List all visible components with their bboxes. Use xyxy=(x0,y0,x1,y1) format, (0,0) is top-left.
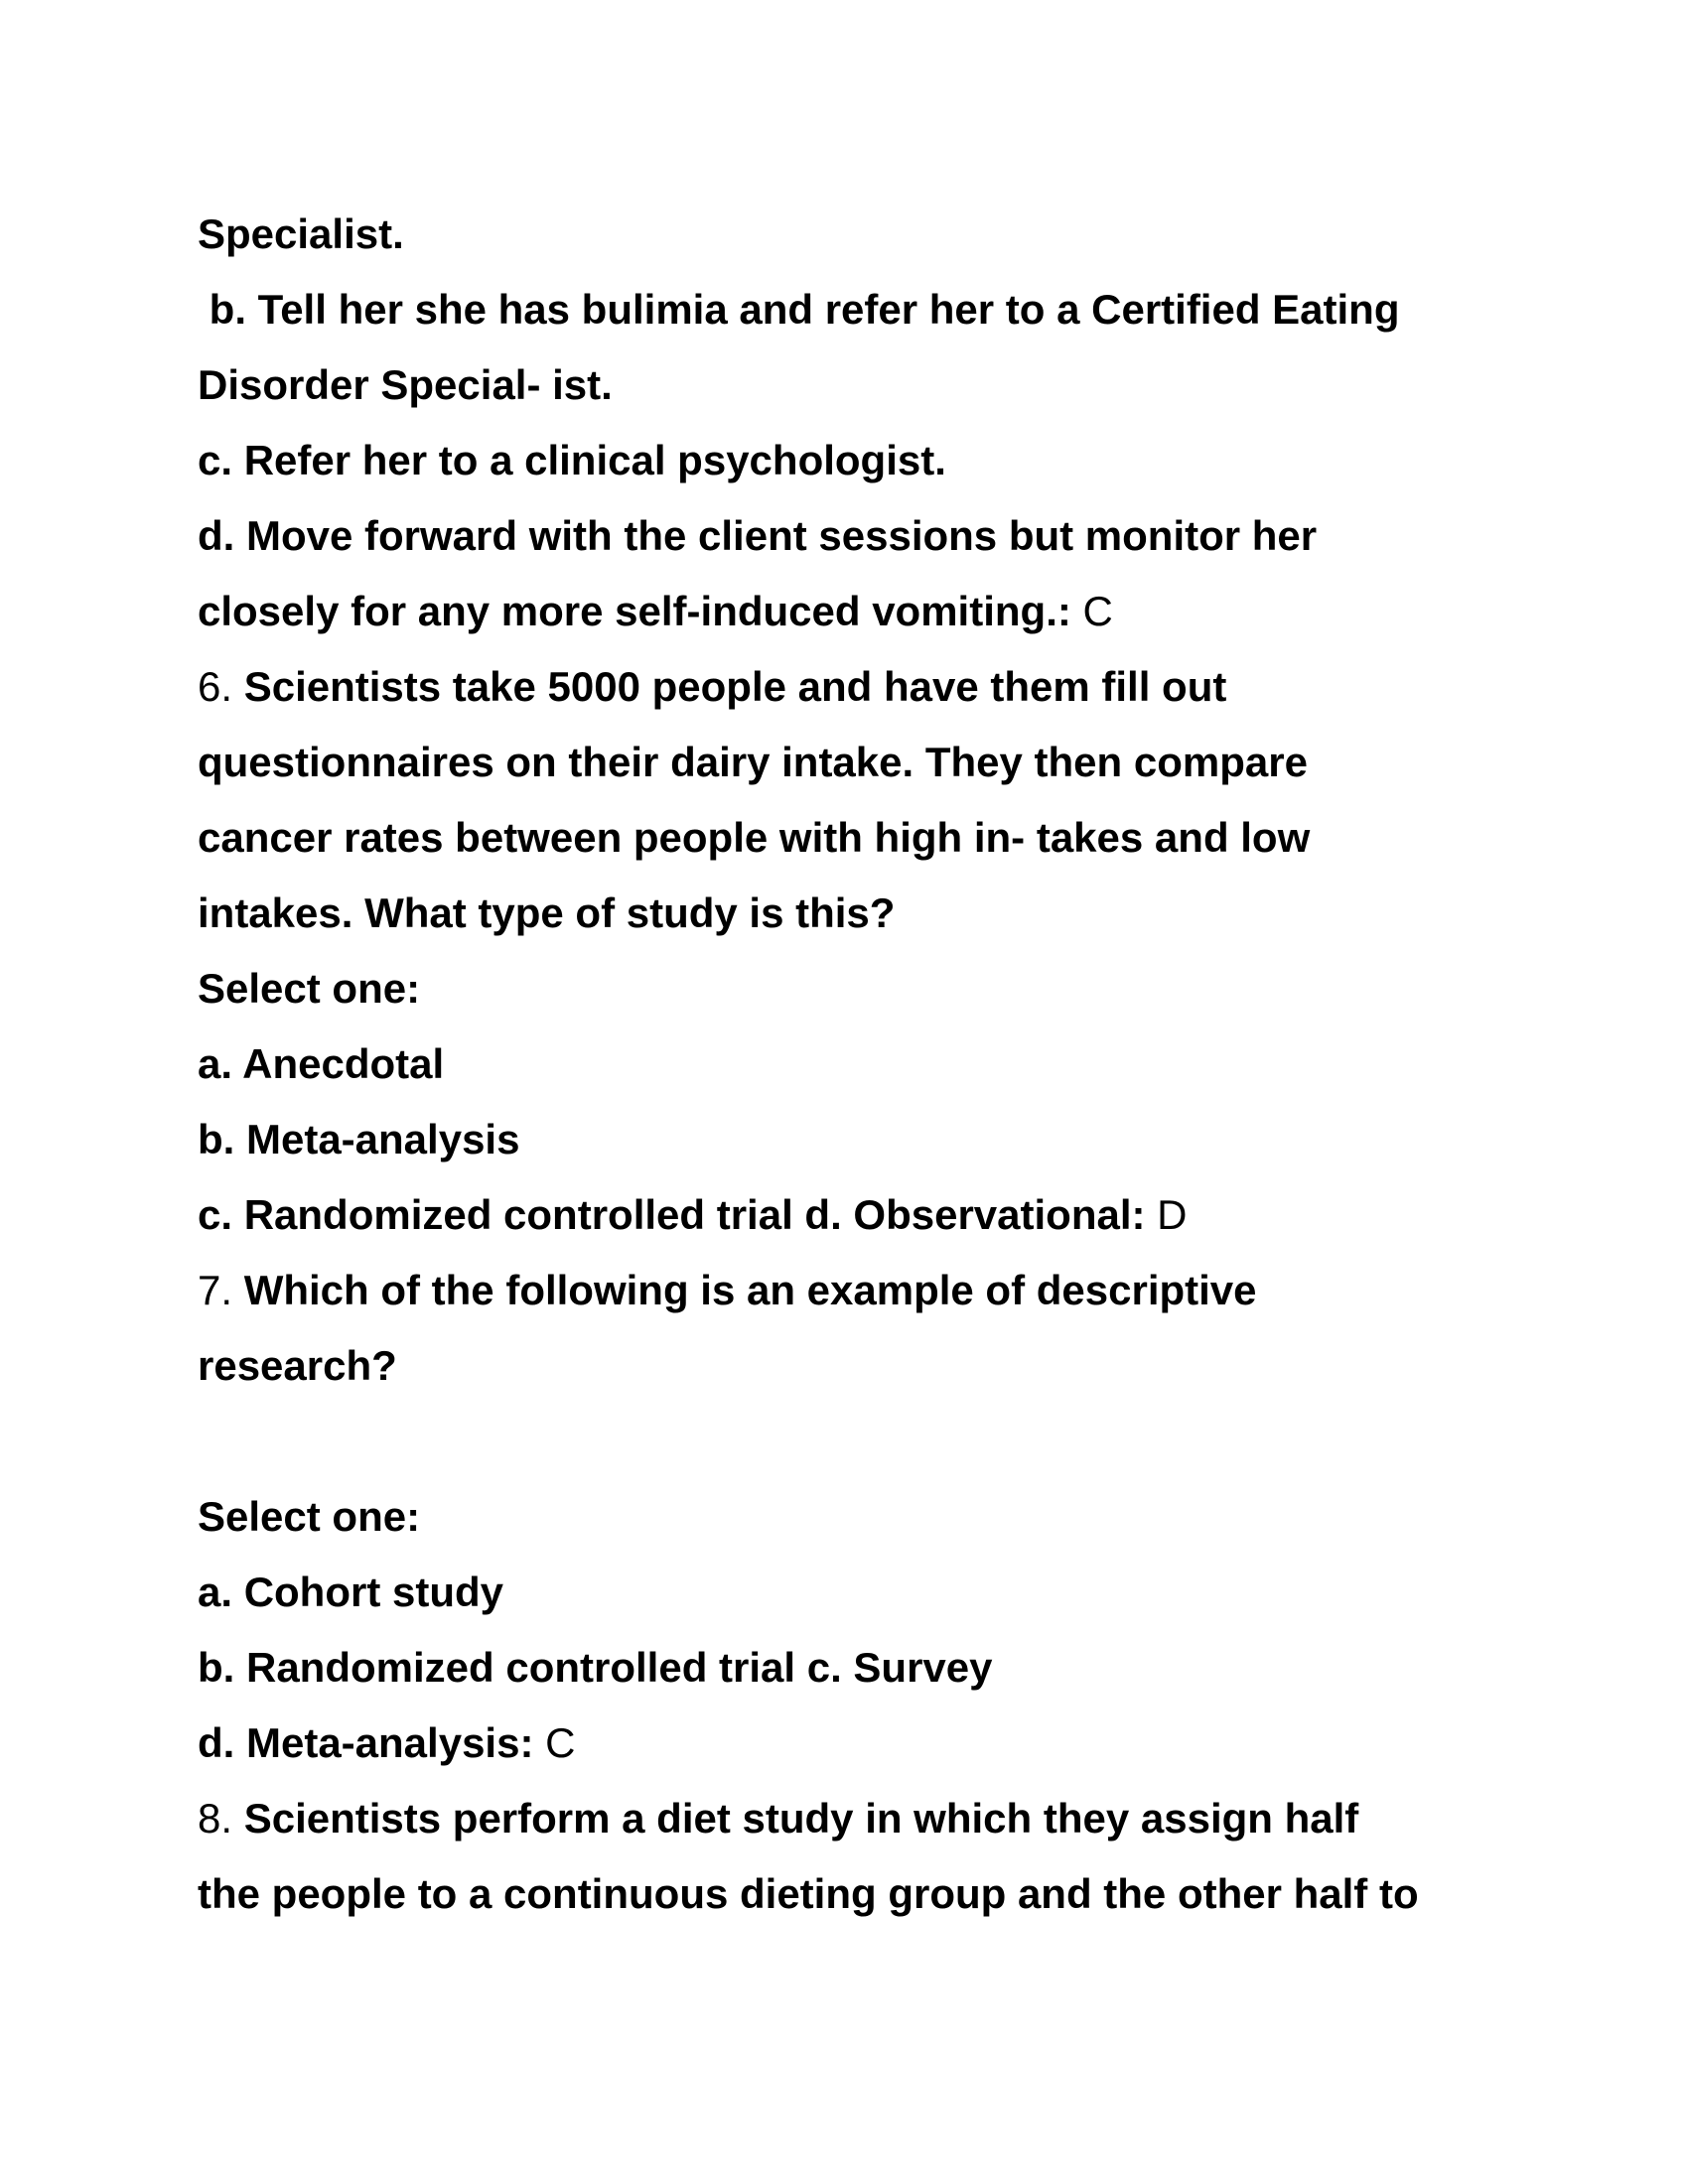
line-bold-text: b. Randomized controlled trial c. Survey xyxy=(198,1644,993,1691)
line-bold-text: Select one: xyxy=(198,965,421,1012)
line-bold-text: Scientists perform a diet study in which they assign half xyxy=(232,1795,1359,1842)
line-bold-text: b. Tell her she has bulimia and refer her to a Certified Eating xyxy=(198,286,1400,333)
blank-line xyxy=(198,1404,1588,1479)
text-line xyxy=(198,498,1588,574)
line-bold-text: Specialist. xyxy=(198,210,404,257)
line-bold-text: Scientists take 5000 people and have them fill out xyxy=(232,663,1227,710)
text-line xyxy=(198,1328,1588,1404)
text-line xyxy=(198,1102,1588,1177)
answer-text: C xyxy=(1070,588,1113,634)
line-bold-text: a. Cohort study xyxy=(198,1569,504,1615)
line-bold-text: d. Move forward with the client sessions but monitor her xyxy=(198,512,1318,559)
line-bold-text: Select one: xyxy=(198,1493,421,1540)
line-bold-text: closely for any more self-induced vomiting.: xyxy=(198,588,1071,634)
text-line xyxy=(198,951,1588,1026)
text-line xyxy=(198,197,1588,272)
line-bold-text: a. Anecdotal xyxy=(198,1040,445,1087)
line-bold-text: questionnaires on their dairy intake. They then compare xyxy=(198,739,1308,785)
line-bold-text: the people to a continuous dieting group and the other half to xyxy=(198,1870,1419,1917)
question-line xyxy=(198,649,1588,725)
text-line xyxy=(198,574,1588,649)
line-bold-text: Which of the following is an example of descriptive xyxy=(232,1267,1257,1313)
line-bold-text: intakes. What type of study is this? xyxy=(198,889,896,936)
text-line xyxy=(198,1856,1588,1932)
text-line xyxy=(198,1630,1588,1706)
text-line xyxy=(198,1026,1588,1102)
answer-text: C xyxy=(533,1719,576,1766)
line-bold-text: c. Refer her to a clinical psychologist. xyxy=(198,437,946,483)
question-number: 8. xyxy=(198,1795,233,1842)
line-bold-text: c. Randomized controlled trial d. Observational: xyxy=(198,1191,1146,1238)
line-bold-text: Disorder Special- ist. xyxy=(198,361,613,408)
line-bold-text: cancer rates between people with high in- takes and low xyxy=(198,814,1311,861)
line-bold-text: d. Meta-analysis: xyxy=(198,1719,534,1766)
text-line xyxy=(198,876,1588,951)
question-number: 6. xyxy=(198,663,233,710)
text-line xyxy=(198,1479,1588,1555)
text-line xyxy=(198,1706,1588,1781)
question-line xyxy=(198,1253,1588,1328)
text-line xyxy=(198,725,1588,800)
line-bold-text: research? xyxy=(198,1342,397,1389)
answer-text: D xyxy=(1145,1191,1188,1238)
text-line xyxy=(198,347,1588,423)
question-number: 7. xyxy=(198,1267,233,1313)
text-line xyxy=(198,1177,1588,1253)
document-text xyxy=(198,197,1588,1932)
text-line xyxy=(198,423,1588,498)
text-line xyxy=(198,800,1588,876)
question-line xyxy=(198,1781,1588,1856)
text-line xyxy=(198,272,1588,347)
line-bold-text: b. Meta-analysis xyxy=(198,1116,520,1162)
text-line xyxy=(198,1555,1588,1630)
